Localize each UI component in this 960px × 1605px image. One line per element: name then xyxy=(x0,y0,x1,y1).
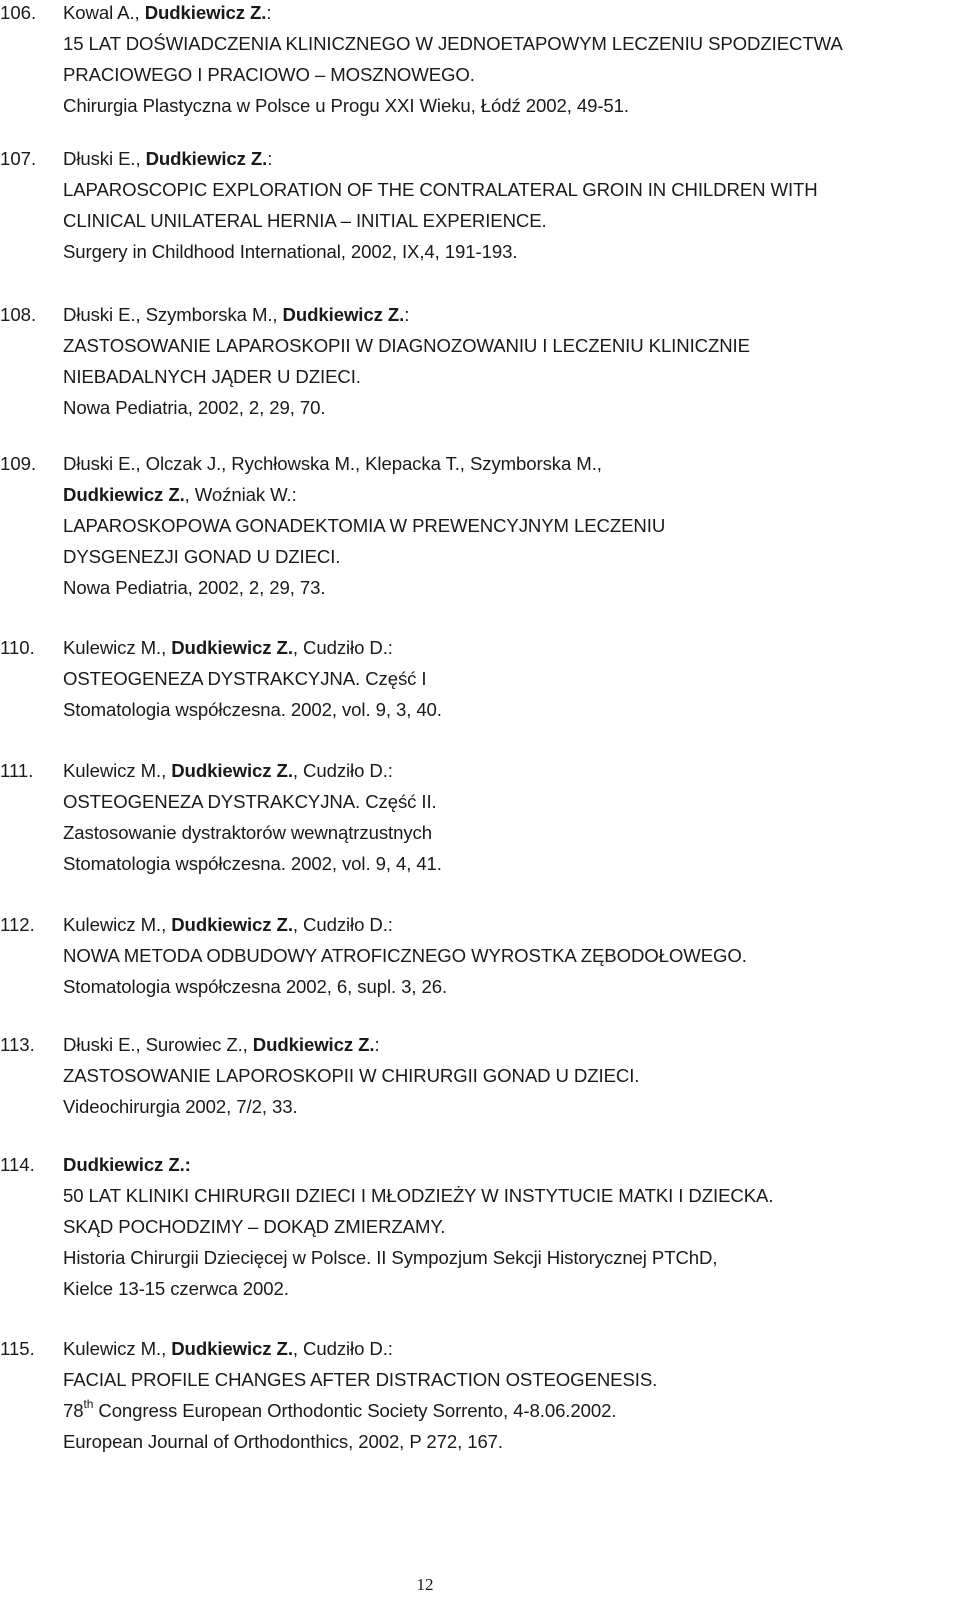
reference-title-line: FACIAL PROFILE CHANGES AFTER DISTRACTION OSTEOGENESIS. xyxy=(63,1369,658,1390)
author-text: Kulewicz M., xyxy=(63,637,172,658)
author-text: : xyxy=(404,304,410,325)
reference-authors xyxy=(63,451,602,477)
reference-title-line: 15 LAT DOŚWIADCZENIA KLINICZNEGO W JEDNOETAPOWYM LECZENIU SPODZIECTWA xyxy=(63,33,843,54)
congress-ordinal: 78 xyxy=(63,1400,84,1421)
author-highlight: Dudkiewicz Z. xyxy=(171,637,293,658)
reference-title-line: OSTEOGENEZA DYSTRAKCYJNA. Część I xyxy=(63,668,427,689)
reference-source: Nowa Pediatria, 2002, 2, 29, 70. xyxy=(63,397,326,418)
reference-title-line: ZASTOSOWANIE LAPAROSKOPII W DIAGNOZOWANIU I LECZENIU KLINICZNIE xyxy=(63,335,750,356)
reference-authors xyxy=(63,912,393,938)
author-text: Dłuski E., xyxy=(63,148,146,169)
reference-source: Stomatologia współczesna. 2002, vol. 9, 4, 41. xyxy=(63,853,442,874)
reference-source: Historia Chirurgii Dziecięcej w Polsce. II Sympozjum Sekcji Historycznej PTChD, xyxy=(63,1247,718,1268)
reference-title-line: LAPAROSCOPIC EXPLORATION OF THE CONTRALATERAL GROIN IN CHILDREN WITH xyxy=(63,179,818,200)
reference-title-line: PRACIOWEGO I PRACIOWO – MOSZNOWEGO. xyxy=(63,64,475,85)
reference-number: 112. xyxy=(0,914,35,935)
author-text: Kowal A., xyxy=(63,2,145,23)
reference-number: 109. xyxy=(0,453,37,474)
reference-authors-continued xyxy=(63,482,297,508)
reference-number: 114. xyxy=(0,1154,35,1175)
congress-text: Congress European Orthodontic Society Sorrento, 4-8.06.2002. xyxy=(93,1400,617,1421)
author-text: , Cudziło D.: xyxy=(292,914,393,935)
reference-authors xyxy=(63,1336,393,1362)
reference-authors xyxy=(63,1032,380,1058)
author-highlight: Dudkiewicz Z. xyxy=(171,760,293,781)
reference-number: 110. xyxy=(0,637,35,658)
author-highlight: Dudkiewicz Z. xyxy=(171,1338,293,1359)
author-text: Dłuski E., Szymborska M., xyxy=(63,304,283,325)
reference-title-line: OSTEOGENEZA DYSTRAKCYJNA. Część II. xyxy=(63,791,437,812)
author-text: : xyxy=(267,148,273,169)
author-highlight: Dudkiewicz Z.: xyxy=(63,1154,191,1175)
reference-title-line: ZASTOSOWANIE LAPOROSKOPII W CHIRURGII GONAD U DZIECI. xyxy=(63,1065,640,1086)
author-highlight: Dudkiewicz Z. xyxy=(171,914,293,935)
author-highlight: Dudkiewicz Z. xyxy=(63,484,185,505)
author-text: : xyxy=(266,2,272,23)
author-text: , Cudziło D.: xyxy=(292,637,393,658)
reference-title-line: SKĄD POCHODZIMY – DOKĄD ZMIERZAMY. xyxy=(63,1216,446,1237)
reference-authors xyxy=(63,1152,191,1178)
reference-source: Surgery in Childhood International, 2002, IX,4, 191-193. xyxy=(63,241,518,262)
reference-source: Nowa Pediatria, 2002, 2, 29, 73. xyxy=(63,577,326,598)
reference-source: Stomatologia współczesna 2002, 6, supl. 3, 26. xyxy=(63,976,448,997)
reference-source: Stomatologia współczesna. 2002, vol. 9, 3, 40. xyxy=(63,699,442,720)
reference-title-line: CLINICAL UNILATERAL HERNIA – INITIAL EXPERIENCE. xyxy=(63,210,547,231)
author-text: : xyxy=(374,1034,380,1055)
reference-title-line: NIEBADALNYCH JĄDER U DZIECI. xyxy=(63,366,361,387)
author-highlight: Dudkiewicz Z. xyxy=(252,1034,375,1055)
author-text: , Woźniak W.: xyxy=(184,484,297,505)
author-text: Kulewicz M., xyxy=(63,1338,172,1359)
author-highlight: Dudkiewicz Z. xyxy=(145,148,268,169)
reference-source: Kielce 13-15 czerwca 2002. xyxy=(63,1278,289,1299)
reference-number: 115. xyxy=(0,1338,35,1359)
reference-authors xyxy=(63,146,272,172)
reference-authors xyxy=(63,758,393,784)
reference-source: Chirurgia Plastyczna w Polsce u Progu XXI Wieku, Łódź 2002, 49-51. xyxy=(63,95,629,116)
reference-source: Videochirurgia 2002, 7/2, 33. xyxy=(63,1096,298,1117)
page-number: 12 xyxy=(416,1575,434,1594)
author-text: Kulewicz M., xyxy=(63,914,172,935)
author-highlight: Dudkiewicz Z. xyxy=(144,2,267,23)
author-text: Dłuski E., Surowiec Z., xyxy=(63,1034,253,1055)
reference-authors xyxy=(63,302,409,328)
author-text: , Cudziło D.: xyxy=(292,1338,393,1359)
reference-number: 113. xyxy=(0,1034,35,1055)
reference-title-line: LAPAROSKOPOWA GONADEKTOMIA W PREWENCYJNYM LECZENIU xyxy=(63,515,666,536)
author-text: Kulewicz M., xyxy=(63,760,172,781)
author-text: , Cudziło D.: xyxy=(292,760,393,781)
reference-number: 107. xyxy=(0,148,37,169)
reference-title-line: DYSGENEZJI GONAD U DZIECI. xyxy=(63,546,341,567)
reference-number: 106. xyxy=(0,2,37,23)
reference-authors xyxy=(63,0,271,26)
reference-congress xyxy=(63,1398,616,1424)
reference-subtitle-line: Zastosowanie dystraktorów wewnątrzustnych xyxy=(63,822,432,843)
congress-ordinal-suffix: th xyxy=(83,1396,94,1411)
reference-title-line: 50 LAT KLINIKI CHIRURGII DZIECI I MŁODZIEŻY W INSTYTUCIE MATKI I DZIECKA. xyxy=(63,1185,774,1206)
reference-source: European Journal of Orthodonthics, 2002, P 272, 167. xyxy=(63,1431,503,1452)
reference-number: 111. xyxy=(0,760,34,781)
reference-title-line: NOWA METODA ODBUDOWY ATROFICZNEGO WYROSTKA ZĘBODOŁOWEGO. xyxy=(63,945,747,966)
author-text: Dłuski E., Olczak J., Rychłowska M., Klepacka T., Szymborska M., xyxy=(63,453,602,474)
author-highlight: Dudkiewicz Z. xyxy=(282,304,405,325)
reference-number: 108. xyxy=(0,304,37,325)
reference-authors xyxy=(63,635,393,661)
